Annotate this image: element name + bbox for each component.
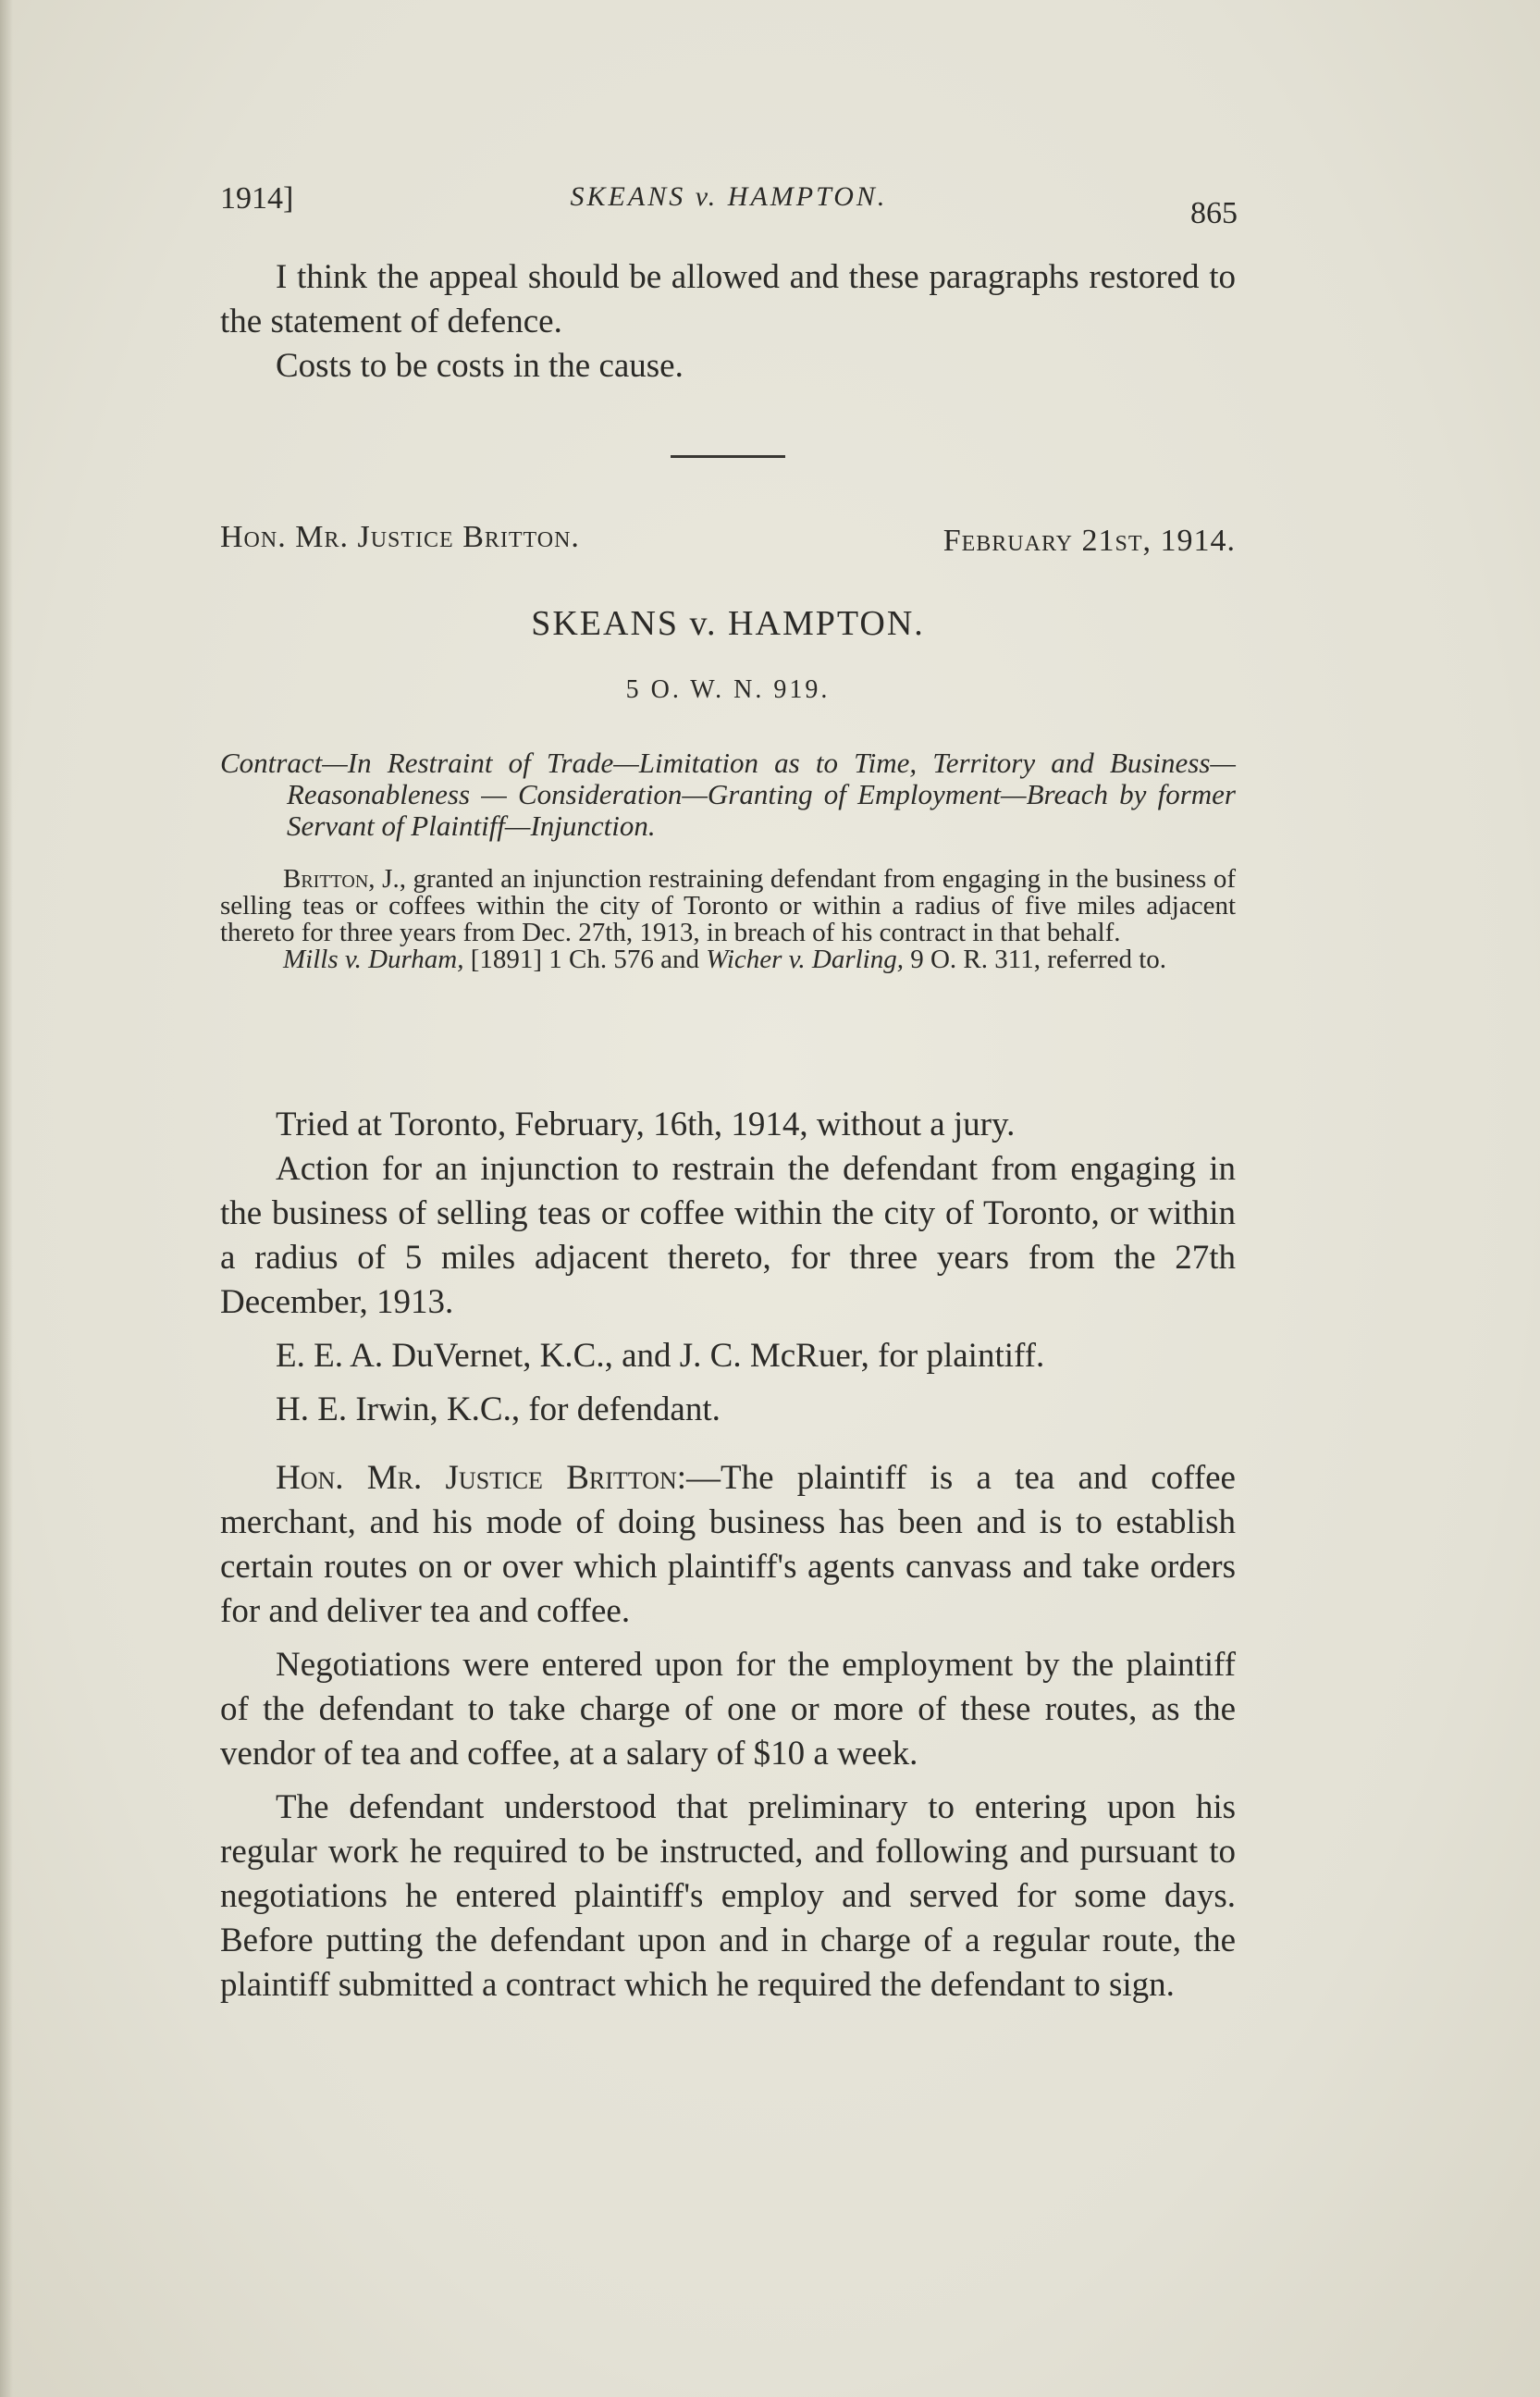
action-description: Action for an injunction to restrain the defendant from engaging in the business of selling teas or coffee within the city of Toronto, or within a radius of 5 miles adjacent thereto, for three years from the 27th December, 1913. — [220, 1150, 1236, 1321]
summary-text: granted an injunction restraining defendant from engaging in the business of selling teas or coffees within the city of Toronto or within a radius of five miles adjacent thereto for three years from Dec. 27th, 1913, in breach of his contract in that behalf. — [220, 864, 1237, 947]
summary-judge: Britton, J., — [283, 864, 406, 894]
header-year: 1914] — [220, 181, 294, 216]
reference-case-1: Mills v. Durham, — [283, 945, 464, 974]
reference-case-2: Wicher v. Darling, — [706, 945, 904, 974]
counsel-plaintiff: E. E. A. DuVernet, K.C., and J. C. McRuer, for plaintiff. — [276, 1337, 1045, 1375]
page-edge-shadow — [0, 0, 13, 2397]
judgment-text-1: :—The plaintiff is a tea and coffee merchant, and his mode of doing business has been and is to establish certain routes on or over which plaintiff's agents canvass and take orders for and deliver tea and coffee. — [220, 1459, 1236, 1630]
judgment-paragraph-1 — [220, 1456, 1236, 1634]
costs-paragraph: Costs to be costs in the cause. — [276, 347, 684, 385]
headnote-text: Contract—In Restraint of Trade—Limitation as to Time, Territory and Business—Reasonableness — Consideration—Granting of Employment—Breach by former Servant of Plaintiff—Injunction. — [220, 747, 1236, 842]
judgment-paragraph-3: The defendant understood that preliminary to entering upon his regular work he required to be instructed, and following and pursuant to negotiations he entered plaintiff's employ and served for some days. Before putting the defendant upon and in charge of a regular route, the plaintiff submitted a contract which he required the defendant to sign. — [220, 1788, 1236, 2004]
running-header — [220, 181, 1238, 228]
judgment-body — [220, 1103, 1236, 2008]
judge-date-line — [220, 520, 1236, 566]
conclusion-paragraph: I think the appeal should be allowed and these paragraphs restored to the statement of defence. — [220, 258, 1236, 340]
judgment-paragraph-2: Negotiations were entered upon for the employment by the plaintiff of the defendant to take charge of one or more of these routes, as the vendor of tea and coffee, at a salary of $10 a week. — [220, 1646, 1236, 1773]
reference-end: 9 O. R. 311, referred to. — [903, 945, 1166, 974]
previous-case-conclusion — [220, 255, 1236, 389]
trial-info: Tried at Toronto, February, 16th, 1914, without a jury. — [276, 1106, 1016, 1143]
counsel-defendant: H. E. Irwin, K.C., for defendant. — [276, 1390, 721, 1428]
headnote — [220, 748, 1236, 842]
judgment-judge: Hon. Mr. Justice Britton — [276, 1459, 677, 1497]
summary-paragraph — [220, 866, 1236, 946]
case-citation: 5 O. W. N. 919. — [625, 675, 831, 704]
reference-middle: [1891] 1 Ch. 576 and — [463, 945, 707, 974]
decision-date: February 21st, 1914. — [942, 524, 1236, 558]
running-title: SKEANS v. HAMPTON. — [570, 181, 888, 212]
section-divider — [671, 455, 785, 458]
references-paragraph — [220, 946, 1236, 973]
page-number: 865 — [1190, 196, 1238, 230]
judge-name: Hon. Mr. Justice Britton. — [220, 520, 580, 554]
case-summary — [220, 866, 1236, 973]
case-title: SKEANS v. HAMPTON. — [531, 604, 925, 643]
